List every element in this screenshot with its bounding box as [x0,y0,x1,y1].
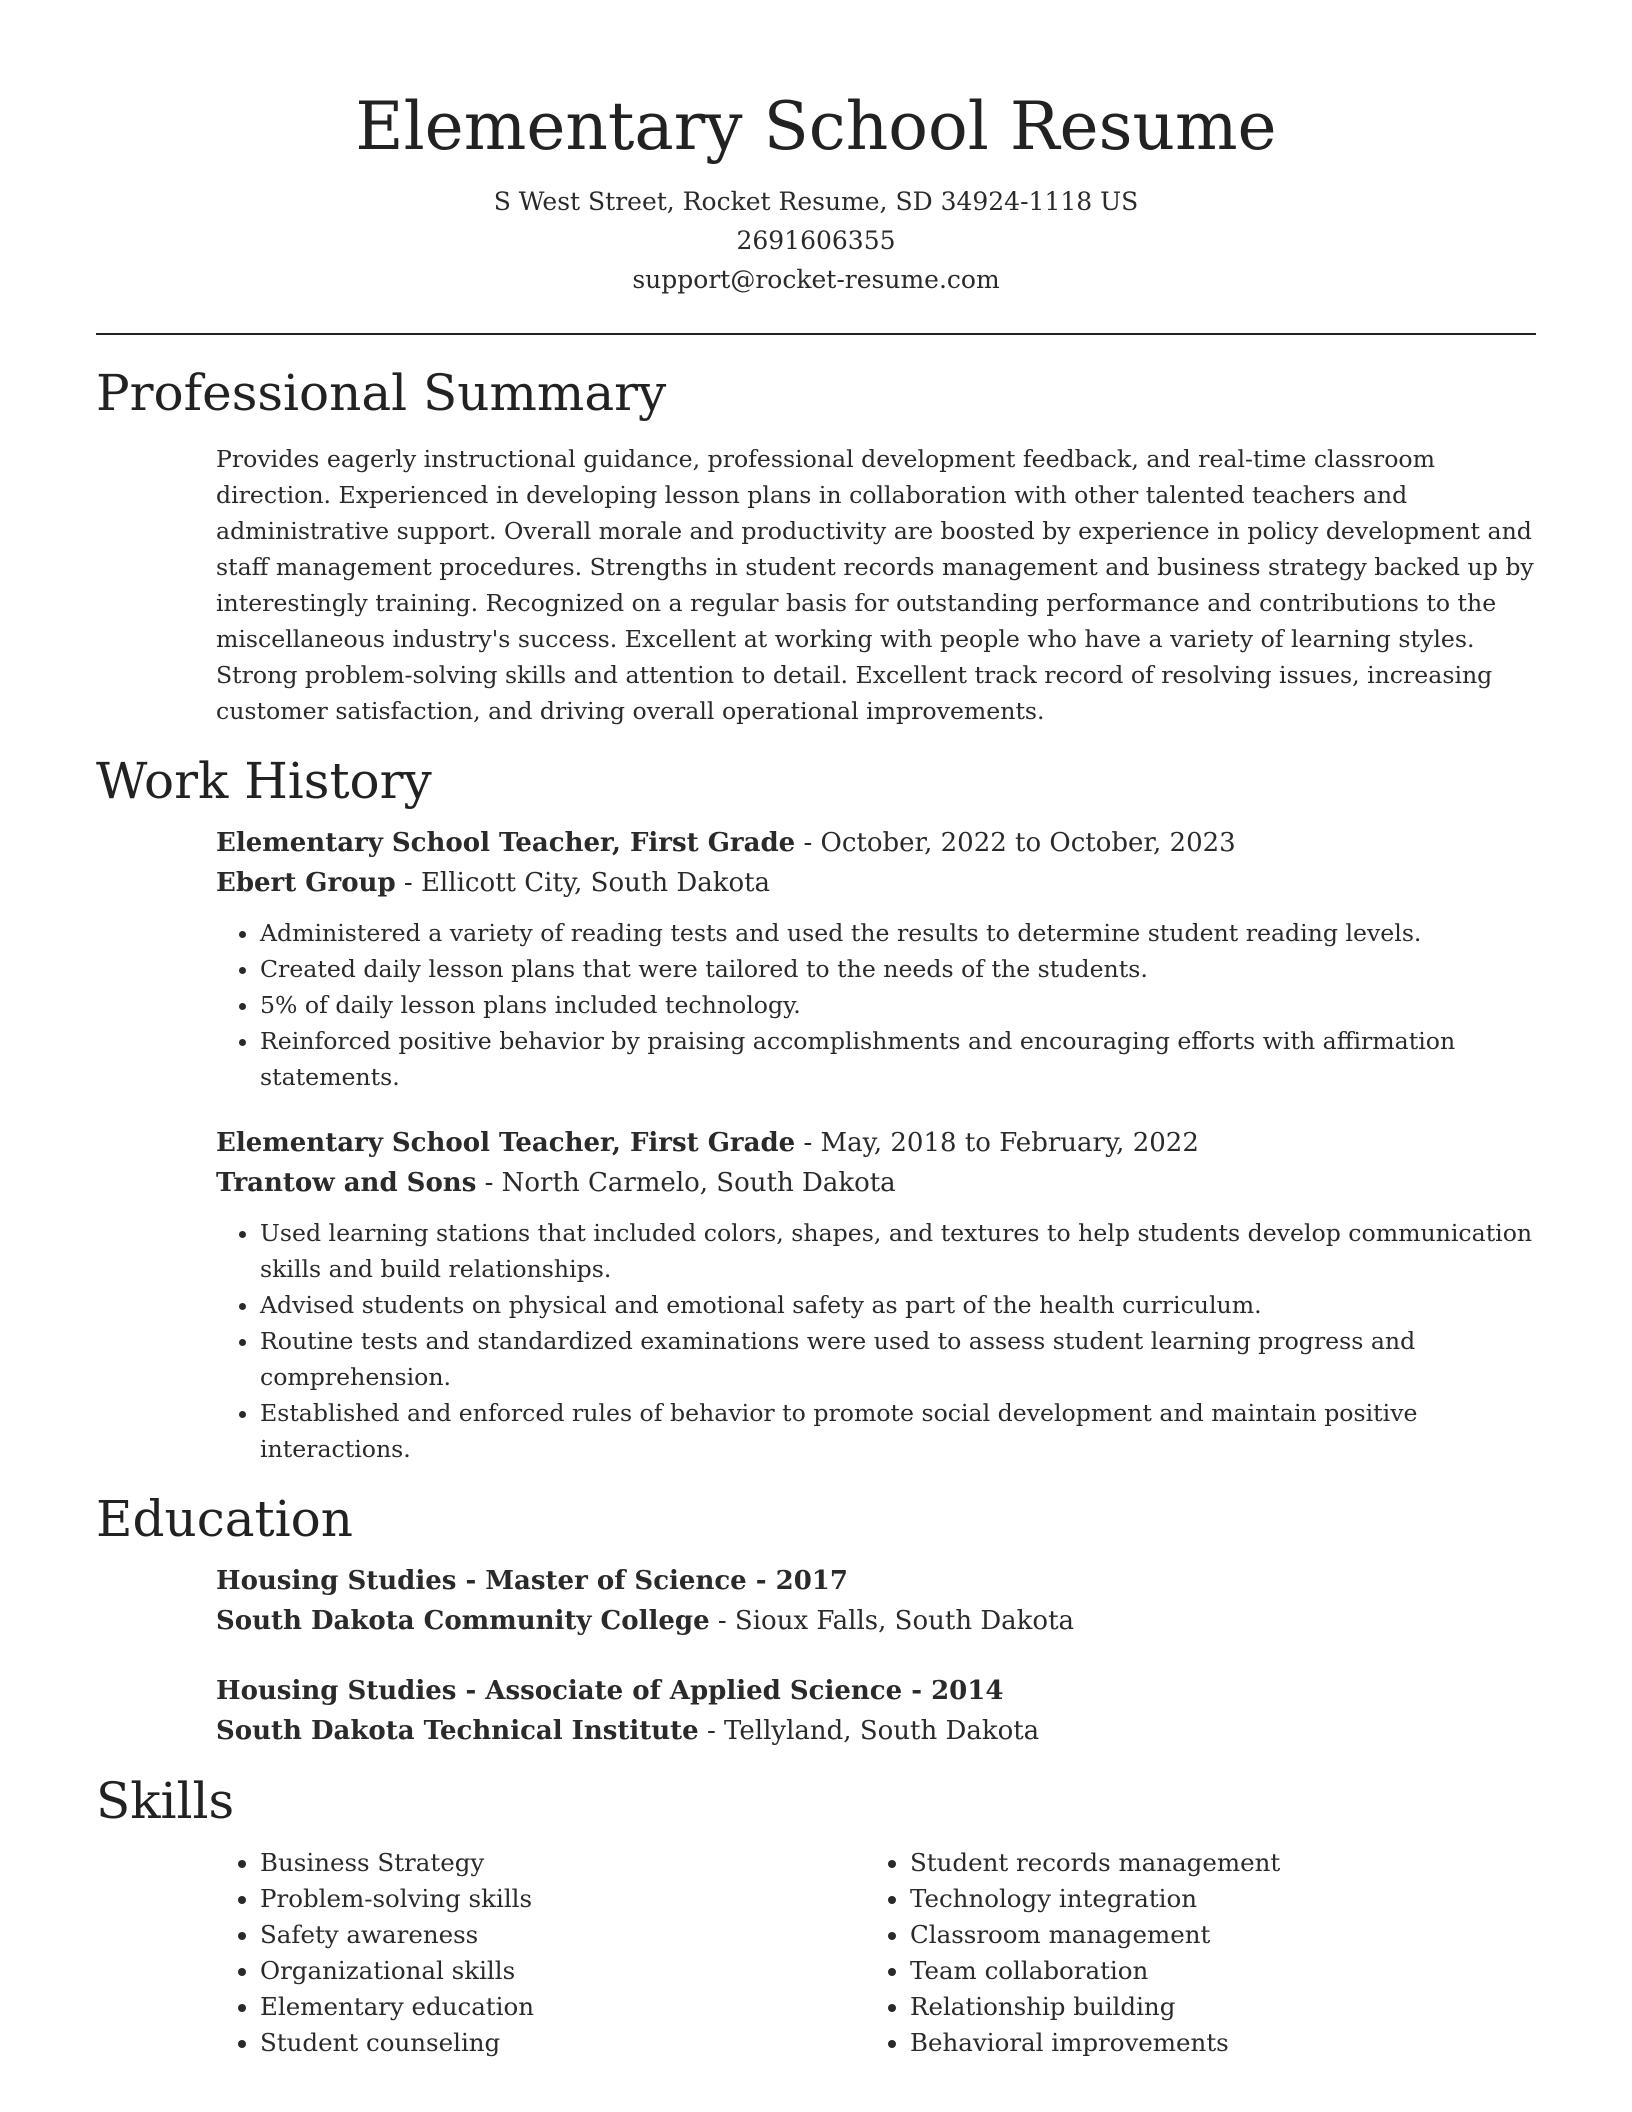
contact-email: support@rocket-resume.com [632,265,1000,294]
job-company: Trantow and Sons [216,1168,477,1198]
skill-item: • Student records management [910,1845,1516,1881]
skill-item: • Relationship building [910,1989,1516,2025]
job-bullets [216,915,1536,1095]
resume-header [96,0,1536,299]
job-position: Elementary School Teacher, First Grade [216,828,796,858]
job-bullet: • Administered a variety of reading tests and used the results to determine student reading levels. [260,915,1536,951]
contact-phone: 2691606355 [736,226,896,255]
job-dates: - May, 2018 to February, 2022 [795,1128,1199,1158]
skills-grid [216,1845,1536,2061]
contact-address: S West Street, Rocket Resume, SD 34924-1118 US [493,187,1139,216]
job-title-line [216,823,1536,863]
skill-item: • Elementary education [260,1989,866,2025]
resume-page [96,0,1536,2061]
section-title-work-history: Work History [96,752,432,810]
section-title-skills: Skills [96,1772,235,1830]
education-school: South Dakota Technical Institute [216,1716,699,1746]
job-company-line [216,1163,1536,1203]
skill-item: • Safety awareness [260,1917,866,1953]
education-entry [216,1671,1536,1751]
job-company: Ebert Group [216,868,396,898]
skill-item: • Team collaboration [910,1953,1516,1989]
education-location: - Tellyland, South Dakota [698,1716,1040,1746]
skill-item: • Business Strategy [260,1845,866,1881]
summary-section [96,363,1536,729]
skill-item: • Classroom management [910,1917,1516,1953]
job-bullet: • Reinforced positive behavior by praising accomplishments and encouraging efforts with affirmation statements. [260,1023,1536,1095]
work-history-section [96,751,1536,1467]
skill-item: • Student counseling [260,2025,866,2061]
education-school-line [216,1711,1536,1751]
job-entry [216,1123,1536,1467]
job-bullets [216,1215,1536,1467]
skills-column-left [216,1845,866,2061]
skill-item: • Organizational skills [260,1953,866,1989]
education-section [96,1489,1536,1751]
job-bullet: • Established and enforced rules of behavior to promote social development and maintain positive interactions. [260,1395,1536,1467]
education-school: South Dakota Community College [216,1606,710,1636]
job-bullet: • 5% of daily lesson plans included technology. [260,987,1536,1023]
job-dates: - October, 2022 to October, 2023 [795,828,1236,858]
skill-item: • Technology integration [910,1881,1516,1917]
section-title-summary: Professional Summary [96,364,667,422]
job-bullet: • Created daily lesson plans that were tailored to the needs of the students. [260,951,1536,987]
header-divider [96,333,1536,335]
candidate-name: Elementary School Resume [355,88,1277,165]
education-school-line [216,1601,1536,1641]
skill-item: • Behavioral improvements [910,2025,1516,2061]
skills-section [96,1771,1536,2061]
education-degree: Housing Studies - Associate of Applied Science - 2014 [216,1676,1004,1706]
contact-info [96,182,1536,299]
job-location: - North Carmelo, South Dakota [476,1168,896,1198]
job-title-line [216,1123,1536,1163]
education-location: - Sioux Falls, South Dakota [709,1606,1075,1636]
skills-column-right [866,1845,1516,2061]
job-location: - Ellicott City, South Dakota [395,868,771,898]
education-degree: Housing Studies - Master of Science - 2017 [216,1566,848,1596]
section-title-education: Education [96,1490,353,1548]
job-position: Elementary School Teacher, First Grade [216,1128,796,1158]
job-company-line [216,863,1536,903]
skill-item: • Problem-solving skills [260,1881,866,1917]
education-entry [216,1561,1536,1641]
job-bullet: • Advised students on physical and emotional safety as part of the health curriculum. [260,1287,1536,1323]
job-entry [216,823,1536,1095]
job-bullet: • Used learning stations that included colors, shapes, and textures to help students develop communication skills and build relationships. [260,1215,1536,1287]
job-bullet: • Routine tests and standardized examinations were used to assess student learning progress and comprehension. [260,1323,1536,1395]
summary-text: Provides eagerly instructional guidance, professional development feedback, and real-time classroom direction. Experienced in developing lesson plans in collaboration with other talented teachers and administrative support. Overall morale and productivity are boosted by experience in policy development and staff management procedures. Strengths in student records management and business strategy backed up by interestingly training. Recognized on a regular basis for outstanding performance and contributions to the miscellaneous industry's success. Excellent at working with people who have a variety of learning styles. Strong problem-solving skills and attention to detail. Excellent track record of resolving issues, increasing customer satisfaction, and driving overall operational improvements. [216,445,1534,725]
